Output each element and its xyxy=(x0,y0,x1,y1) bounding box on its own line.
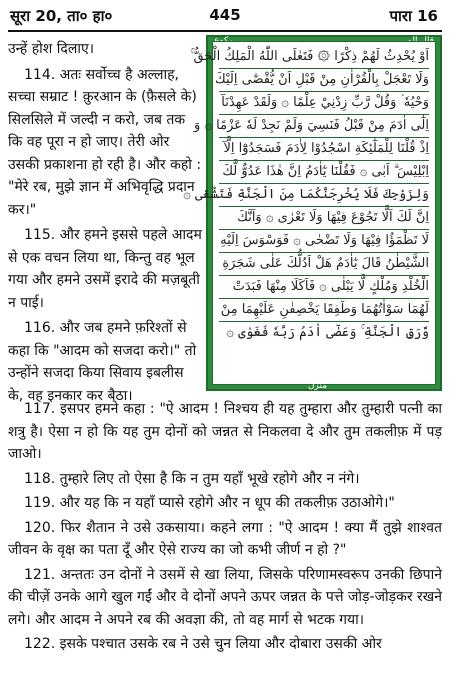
arabic-line: اِبْلِيْسَ ۗ اَبٰى ۞ فَقُلْنَا يٰٓاٰدَمُ اِنَّ هٰذَا عَدُوٌّ لَّكَ xyxy=(219,161,429,184)
surah-label: सूरा 20, ता० हा० xyxy=(10,7,113,25)
paragraph: 118. तुम्हारे लिए तो ऐसा है कि न तुम यहाँ भूखे रहोगे और न नंगे। xyxy=(24,470,360,487)
paragraph: 117. इसपर हमने कहा : "ऐ आदम ! निश्चय ही यह तुम्हारा और तुम्हारी पत्नी का शत्रु है। ऐसा न हो कि यह तुम दोनों को जन्नत से निकलवा दे और तुम तकलीफ़ में पड़ जाओ। xyxy=(8,401,442,462)
paragraph: 115. और हमने इससे पहले आदम से एक वचन लिया था, किन्तु वह भूल गया और हमने उसमें इरादे की मज़बूती न पाई। xyxy=(8,227,202,311)
paragraph: 120. फिर शैतान ने उसे उकसाया। कहने लगा : "ऐ आदम ! क्या मैं तुझे शाश्वत जीवन के वृक्ष का पता दूँ और ऐसे राज्य का जो कभी जीर्ण न हो ?" xyxy=(8,519,442,558)
paragraph: 119. और यह कि न यहाँ प्यासे रहोगे और न धूप की तकलीफ़ उठाओगे।" xyxy=(24,495,395,511)
margin-mark-bottom: منزل xyxy=(308,381,328,391)
left-text-column xyxy=(8,38,203,410)
arabic-line: الْخُلْدِ وَمُلْكٍ لَّا يَبْلٰى ۞ فَاَكَلَا مِنْهَا فَبَدَتْ xyxy=(219,276,429,299)
paragraph: 121. अन्ततः उन दोनों ने उसमें से खा लिया, जिसके परिणामस्वरूप उनकी छिपाने की चीज़ें उनके आगे खुल गईं और वे दोनों अपने ऊपर जन्नत के पत्ते जोड़-जोड़कर रखने लगे। और आदम ने अपने रब की अवज्ञा की, तो वह मार्ग से भटक गया। xyxy=(8,566,442,628)
arabic-line: اِنَّ لَكَ اَلَّا تَجُوْعَ فِيْهَا وَلَا تَعْرٰى ۞ وَاَنَّكَ xyxy=(219,207,429,230)
arabic-line: اِذْ قُلْنَا لِلْمَلٰٓئِكَةِ اسْجُدُوْا لِاٰدَمَ فَسَجَدُوْٓا اِلَّآ xyxy=(219,138,429,161)
paragraph: 122. इसके पश्चात उसके रब ने उसे चुन लिया और दोबारा उसकी ओर xyxy=(24,636,382,652)
arabic-line: الشَّيْطٰنُ قَالَ يٰٓاٰدَمُ هَلْ اَدُلُّكَ عَلٰى شَجَرَةِ xyxy=(219,253,429,276)
paragraph: 116. और जब हमने फ़रिश्तों से कहा कि "आदम को सजदा करो।" तो उन्होंने सजदा किया सिवाय इबलीस के, वह इनकार कर बैठा। xyxy=(8,320,197,404)
page-header xyxy=(0,0,450,30)
arabic-line: لَهُمَا سَوْاٰتُهُمَا وَطَفِقَا يَخْصِفٰنِ عَلَيْهِمَا مِنْ xyxy=(219,299,429,322)
arabic-line: اِلٰٓى اٰدَمَ مِنْ قَبْلُ فَنَسِيَ وَلَمْ نَجِدْ لَهٗ عَزْمًا ۞ وَ xyxy=(219,115,429,138)
arabic-line: وَلِزَوْجِكَ فَلَا يُخْرِجَنَّكُمَا مِنَ الْجَنَّةِ فَتَشْقٰى ۞ xyxy=(219,184,429,207)
para-label: पारा 16 xyxy=(389,7,438,25)
arabic-line: وَّرَقِ الْجَنَّةِ ۚ وَعَصٰٓى اٰدَمُ رَبَّهٗ فَغَوٰى ۞ xyxy=(226,325,429,340)
arabic-lines xyxy=(183,46,429,344)
arabic-line: وَحْيُهٗ ۡ وَقُلْ رَّبِّ زِدْنِيْ عِلْمًا ۞ وَلَقَدْ عَهِدْنَآ xyxy=(219,92,429,115)
paragraph: 114. अतः सर्वोच्च है अल्लाह, सच्चा सम्राट ! क़ुरआन के (फ़ैसले के) सिलसिले में जल्दी न करो, जब तक कि वह पूरा न हो जाए। तेरी ओर उसकी प्रकाशना हो रही है। और कहो : "मेरे रब, मुझे ज्ञान में अभिवृद्धि प्रदान कर।" xyxy=(8,66,202,218)
paragraph: उन्हें होश दिलाए। xyxy=(8,41,94,57)
arabic-line: اَوْ يُحْدِثُ لَهُمْ ذِكْرًا ۞ فَتَعٰلَى اللّٰهُ الْمَلِكُ الْحَقُّ ۚ xyxy=(219,46,429,69)
arabic-line: وَلَا تَعْجَلْ بِالْقُرْاٰنِ مِنْ قَبْلِ اَنْ يُّقْضٰٓى اِلَيْكَ xyxy=(219,69,429,92)
arabic-line: لَا تَظْمَؤُا فِيْهَا وَلَا تَضْحٰى ۞ فَوَسْوَسَ اِلَيْهِ xyxy=(219,230,429,253)
arabic-text-panel xyxy=(183,41,436,385)
page-number: 445 xyxy=(209,6,241,24)
full-width-text xyxy=(8,398,442,658)
header-rule xyxy=(8,30,442,32)
arabic-text-frame xyxy=(183,35,442,391)
